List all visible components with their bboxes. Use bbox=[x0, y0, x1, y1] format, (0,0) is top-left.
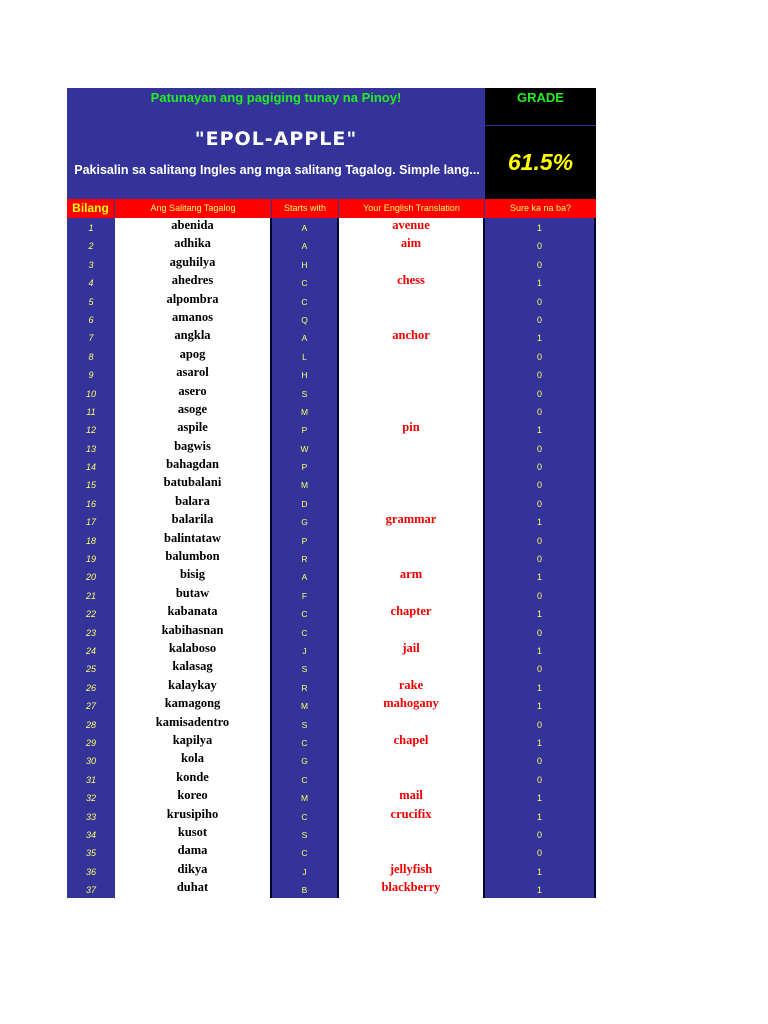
sure-score: 1 bbox=[485, 512, 596, 530]
row-number: 33 bbox=[67, 807, 115, 825]
english-translation-cell[interactable] bbox=[339, 715, 485, 733]
row-number: 35 bbox=[67, 843, 115, 861]
sure-score: 0 bbox=[485, 770, 596, 788]
row-number: 14 bbox=[67, 457, 115, 475]
row-number: 30 bbox=[67, 751, 115, 769]
tagalog-word: koreo bbox=[115, 788, 272, 806]
sure-score: 0 bbox=[485, 586, 596, 604]
english-translation-cell[interactable]: chess bbox=[339, 273, 485, 291]
row-number: 15 bbox=[67, 475, 115, 493]
starts-with-letter: M bbox=[272, 402, 339, 420]
starts-with-letter: C bbox=[272, 843, 339, 861]
row-number: 37 bbox=[67, 880, 115, 898]
sure-score: 0 bbox=[485, 623, 596, 641]
tagalog-word: kamisadentro bbox=[115, 715, 272, 733]
row-number: 29 bbox=[67, 733, 115, 751]
tagalog-word: abenida bbox=[115, 218, 272, 236]
tagalog-word: batubalani bbox=[115, 475, 272, 493]
english-translation-cell[interactable] bbox=[339, 531, 485, 549]
starts-with-letter: C bbox=[272, 273, 339, 291]
quiz-instructions: Pakisalin sa salitang Ingles ang mga salitang Tagalog. Simple lang... bbox=[74, 163, 480, 177]
sure-score: 0 bbox=[485, 439, 596, 457]
english-translation-cell[interactable] bbox=[339, 659, 485, 677]
starts-with-letter: M bbox=[272, 696, 339, 714]
sure-score: 1 bbox=[485, 604, 596, 622]
english-translation-cell[interactable] bbox=[339, 494, 485, 512]
tagalog-word: amanos bbox=[115, 310, 272, 328]
english-translation-cell[interactable] bbox=[339, 623, 485, 641]
english-translation-cell[interactable] bbox=[339, 457, 485, 475]
tagalog-word: asoge bbox=[115, 402, 272, 420]
english-translation-cell[interactable] bbox=[339, 770, 485, 788]
english-translation-cell[interactable] bbox=[339, 439, 485, 457]
tagalog-word: angkla bbox=[115, 328, 272, 346]
row-number: 26 bbox=[67, 678, 115, 696]
sure-score: 0 bbox=[485, 365, 596, 383]
row-number: 16 bbox=[67, 494, 115, 512]
sure-score: 0 bbox=[485, 494, 596, 512]
starts-with-letter: P bbox=[272, 420, 339, 438]
sure-score: 1 bbox=[485, 420, 596, 438]
table-row bbox=[67, 788, 596, 806]
tagalog-word: duhat bbox=[115, 880, 272, 898]
starts-with-letter: A bbox=[272, 328, 339, 346]
starts-with-letter: C bbox=[272, 733, 339, 751]
tagalog-word: dama bbox=[115, 843, 272, 861]
starts-with-letter: J bbox=[272, 641, 339, 659]
starts-with-letter: C bbox=[272, 623, 339, 641]
tagalog-word: alpombra bbox=[115, 292, 272, 310]
table-row bbox=[67, 494, 596, 512]
table-row bbox=[67, 880, 596, 898]
row-number: 4 bbox=[67, 273, 115, 291]
column-header-starts-with: Starts with bbox=[272, 199, 339, 218]
table-row bbox=[67, 475, 596, 493]
row-number: 11 bbox=[67, 402, 115, 420]
english-translation-cell[interactable]: rake bbox=[339, 678, 485, 696]
starts-with-letter: A bbox=[272, 218, 339, 236]
column-header-tagalog-word: Ang Salitang Tagalog bbox=[115, 199, 272, 218]
tagalog-word: bagwis bbox=[115, 439, 272, 457]
sure-score: 1 bbox=[485, 733, 596, 751]
english-translation-cell[interactable] bbox=[339, 402, 485, 420]
row-number: 27 bbox=[67, 696, 115, 714]
tagalog-word: ahedres bbox=[115, 273, 272, 291]
sure-score: 0 bbox=[485, 825, 596, 843]
row-number: 8 bbox=[67, 347, 115, 365]
english-translation-cell[interactable] bbox=[339, 292, 485, 310]
starts-with-letter: A bbox=[272, 567, 339, 585]
tagalog-word: balumbon bbox=[115, 549, 272, 567]
table-row bbox=[67, 733, 596, 751]
tagalog-word: kabanata bbox=[115, 604, 272, 622]
row-number: 23 bbox=[67, 623, 115, 641]
starts-with-letter: P bbox=[272, 457, 339, 475]
english-translation-cell[interactable] bbox=[339, 843, 485, 861]
row-number: 12 bbox=[67, 420, 115, 438]
header-title-block bbox=[67, 88, 485, 199]
table-row bbox=[67, 328, 596, 346]
row-number: 36 bbox=[67, 862, 115, 880]
row-number: 24 bbox=[67, 641, 115, 659]
table-row bbox=[67, 531, 596, 549]
sure-score: 0 bbox=[485, 402, 596, 420]
tagalog-word: balara bbox=[115, 494, 272, 512]
table-row bbox=[67, 310, 596, 328]
starts-with-letter: S bbox=[272, 384, 339, 402]
starts-with-letter: W bbox=[272, 439, 339, 457]
tagalog-word: kusot bbox=[115, 825, 272, 843]
starts-with-letter: A bbox=[272, 236, 339, 254]
sure-score: 0 bbox=[485, 310, 596, 328]
sure-score: 0 bbox=[485, 843, 596, 861]
table-row bbox=[67, 567, 596, 585]
english-translation-cell[interactable]: anchor bbox=[339, 328, 485, 346]
row-number: 19 bbox=[67, 549, 115, 567]
tagalog-word: kalasag bbox=[115, 659, 272, 677]
sure-score: 1 bbox=[485, 696, 596, 714]
tagalog-word: krusipiho bbox=[115, 807, 272, 825]
table-row bbox=[67, 255, 596, 273]
sure-score: 0 bbox=[485, 531, 596, 549]
sure-score: 0 bbox=[485, 751, 596, 769]
tagalog-word: balarila bbox=[115, 512, 272, 530]
tagalog-word: kalaykay bbox=[115, 678, 272, 696]
row-number: 7 bbox=[67, 328, 115, 346]
table-row bbox=[67, 659, 596, 677]
table-row bbox=[67, 512, 596, 530]
tagalog-word: butaw bbox=[115, 586, 272, 604]
english-translation-cell[interactable] bbox=[339, 586, 485, 604]
sure-score: 0 bbox=[485, 384, 596, 402]
starts-with-letter: J bbox=[272, 862, 339, 880]
sure-score: 1 bbox=[485, 641, 596, 659]
starts-with-letter: H bbox=[272, 365, 339, 383]
sure-score: 1 bbox=[485, 273, 596, 291]
row-number: 34 bbox=[67, 825, 115, 843]
table-row bbox=[67, 402, 596, 420]
row-number: 31 bbox=[67, 770, 115, 788]
table-row bbox=[67, 439, 596, 457]
table-row bbox=[67, 457, 596, 475]
starts-with-letter: G bbox=[272, 751, 339, 769]
table-row bbox=[67, 641, 596, 659]
starts-with-letter: Q bbox=[272, 310, 339, 328]
quiz-sheet bbox=[67, 88, 596, 898]
sure-score: 0 bbox=[485, 457, 596, 475]
table-row bbox=[67, 862, 596, 880]
quiz-title: "EPOL-APPLE" bbox=[194, 128, 358, 150]
column-header-row bbox=[67, 199, 596, 218]
table-row bbox=[67, 715, 596, 733]
english-translation-cell[interactable]: pin bbox=[339, 420, 485, 438]
english-translation-cell[interactable]: crucifix bbox=[339, 807, 485, 825]
starts-with-letter: M bbox=[272, 788, 339, 806]
english-translation-cell[interactable]: chapter bbox=[339, 604, 485, 622]
quiz-rows bbox=[67, 218, 596, 898]
english-translation-cell[interactable]: mahogany bbox=[339, 696, 485, 714]
english-translation-cell[interactable] bbox=[339, 549, 485, 567]
starts-with-letter: F bbox=[272, 586, 339, 604]
tagalog-word: bisig bbox=[115, 567, 272, 585]
table-row bbox=[67, 696, 596, 714]
sure-score: 0 bbox=[485, 236, 596, 254]
sure-score: 1 bbox=[485, 328, 596, 346]
starts-with-letter: R bbox=[272, 678, 339, 696]
table-row bbox=[67, 623, 596, 641]
english-translation-cell[interactable] bbox=[339, 255, 485, 273]
table-row bbox=[67, 365, 596, 383]
sure-score: 0 bbox=[485, 549, 596, 567]
row-number: 2 bbox=[67, 236, 115, 254]
tagalog-word: kalaboso bbox=[115, 641, 272, 659]
starts-with-letter: C bbox=[272, 292, 339, 310]
tagalog-word: kapilya bbox=[115, 733, 272, 751]
starts-with-letter: B bbox=[272, 880, 339, 898]
row-number: 9 bbox=[67, 365, 115, 383]
starts-with-letter: P bbox=[272, 531, 339, 549]
english-translation-cell[interactable]: arm bbox=[339, 567, 485, 585]
starts-with-letter: C bbox=[272, 770, 339, 788]
tagalog-word: kola bbox=[115, 751, 272, 769]
sure-score: 0 bbox=[485, 292, 596, 310]
column-header-sure: Sure ka na ba? bbox=[485, 199, 596, 218]
row-number: 10 bbox=[67, 384, 115, 402]
english-translation-cell[interactable] bbox=[339, 310, 485, 328]
row-number: 5 bbox=[67, 292, 115, 310]
sure-score: 0 bbox=[485, 659, 596, 677]
english-translation-cell[interactable] bbox=[339, 384, 485, 402]
row-number: 17 bbox=[67, 512, 115, 530]
english-translation-cell[interactable]: chapel bbox=[339, 733, 485, 751]
sure-score: 0 bbox=[485, 715, 596, 733]
row-number: 28 bbox=[67, 715, 115, 733]
english-translation-cell[interactable]: jail bbox=[339, 641, 485, 659]
tagalog-word: asero bbox=[115, 384, 272, 402]
tagalog-word: apog bbox=[115, 347, 272, 365]
tagalog-word: balintataw bbox=[115, 531, 272, 549]
starts-with-letter: H bbox=[272, 255, 339, 273]
starts-with-letter: C bbox=[272, 604, 339, 622]
table-row bbox=[67, 770, 596, 788]
column-header-number: Bilang bbox=[67, 199, 115, 218]
row-number: 20 bbox=[67, 567, 115, 585]
row-number: 21 bbox=[67, 586, 115, 604]
sure-score: 1 bbox=[485, 807, 596, 825]
starts-with-letter: R bbox=[272, 549, 339, 567]
row-number: 13 bbox=[67, 439, 115, 457]
tagalog-word: asarol bbox=[115, 365, 272, 383]
grade-label: GRADE bbox=[485, 88, 596, 125]
starts-with-letter: M bbox=[272, 475, 339, 493]
row-number: 25 bbox=[67, 659, 115, 677]
sure-score: 1 bbox=[485, 862, 596, 880]
english-translation-cell[interactable]: mail bbox=[339, 788, 485, 806]
table-row bbox=[67, 347, 596, 365]
english-translation-cell[interactable] bbox=[339, 365, 485, 383]
table-row bbox=[67, 420, 596, 438]
tagalog-word: dikya bbox=[115, 862, 272, 880]
grade-block bbox=[485, 88, 596, 199]
english-translation-cell[interactable]: grammar bbox=[339, 512, 485, 530]
table-row bbox=[67, 549, 596, 567]
tagalog-word: konde bbox=[115, 770, 272, 788]
header-subtitle: Patunayan ang pagiging tunay na Pinoy! bbox=[150, 90, 402, 105]
table-row bbox=[67, 604, 596, 622]
sure-score: 0 bbox=[485, 255, 596, 273]
table-row bbox=[67, 236, 596, 254]
starts-with-letter: S bbox=[272, 659, 339, 677]
table-row bbox=[67, 807, 596, 825]
row-number: 1 bbox=[67, 218, 115, 236]
starts-with-letter: L bbox=[272, 347, 339, 365]
table-row bbox=[67, 586, 596, 604]
starts-with-letter: S bbox=[272, 825, 339, 843]
table-row bbox=[67, 273, 596, 291]
tagalog-word: aspile bbox=[115, 420, 272, 438]
sure-score: 1 bbox=[485, 880, 596, 898]
english-translation-cell[interactable]: aim bbox=[339, 236, 485, 254]
sure-score: 0 bbox=[485, 475, 596, 493]
table-row bbox=[67, 678, 596, 696]
row-number: 22 bbox=[67, 604, 115, 622]
starts-with-letter: S bbox=[272, 715, 339, 733]
sheet-header bbox=[67, 88, 596, 199]
row-number: 32 bbox=[67, 788, 115, 806]
starts-with-letter: D bbox=[272, 494, 339, 512]
tagalog-word: bahagdan bbox=[115, 457, 272, 475]
row-number: 18 bbox=[67, 531, 115, 549]
english-translation-cell[interactable]: blackberry bbox=[339, 880, 485, 898]
row-number: 3 bbox=[67, 255, 115, 273]
sure-score: 1 bbox=[485, 678, 596, 696]
table-row bbox=[67, 384, 596, 402]
tagalog-word: adhika bbox=[115, 236, 272, 254]
tagalog-word: aguhilya bbox=[115, 255, 272, 273]
starts-with-letter: C bbox=[272, 807, 339, 825]
table-row bbox=[67, 751, 596, 769]
table-row bbox=[67, 218, 596, 236]
table-row bbox=[67, 843, 596, 861]
sure-score: 1 bbox=[485, 567, 596, 585]
starts-with-letter: G bbox=[272, 512, 339, 530]
english-translation-cell[interactable] bbox=[339, 347, 485, 365]
row-number: 6 bbox=[67, 310, 115, 328]
english-translation-cell[interactable] bbox=[339, 475, 485, 493]
english-translation-cell[interactable]: jellyfish bbox=[339, 862, 485, 880]
sure-score: 1 bbox=[485, 788, 596, 806]
tagalog-word: kabihasnan bbox=[115, 623, 272, 641]
sure-score: 0 bbox=[485, 347, 596, 365]
english-translation-cell[interactable] bbox=[339, 825, 485, 843]
table-row bbox=[67, 825, 596, 843]
english-translation-cell[interactable] bbox=[339, 751, 485, 769]
table-row bbox=[67, 292, 596, 310]
column-header-translation: Your English Translation bbox=[339, 199, 485, 218]
tagalog-word: kamagong bbox=[115, 696, 272, 714]
english-translation-cell[interactable]: avenue bbox=[339, 218, 485, 236]
grade-value: 61.5% bbox=[485, 126, 596, 199]
sure-score: 1 bbox=[485, 218, 596, 236]
